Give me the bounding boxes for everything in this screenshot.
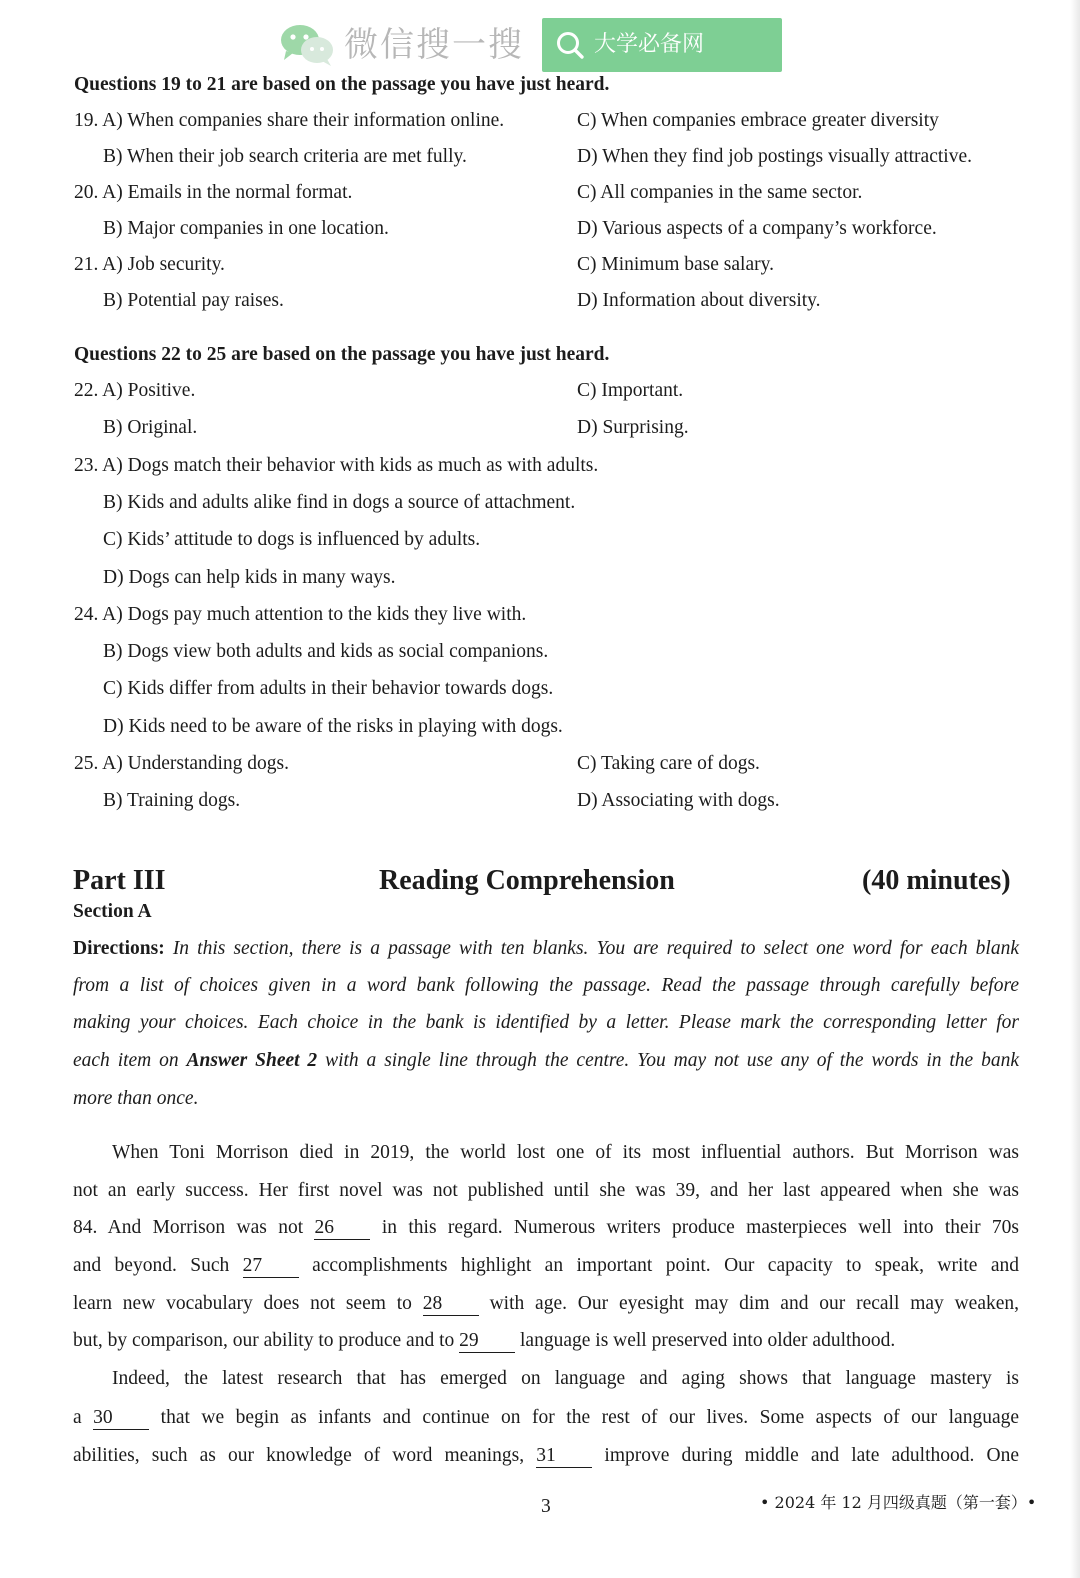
q21-option-b: B) Potential pay raises. [103, 290, 284, 311]
directions-label: Directions: [73, 938, 165, 959]
blank-31[interactable]: 31 [536, 1445, 592, 1468]
blank-26[interactable]: 26 [314, 1217, 370, 1240]
directions-line-2: from a list of choices given in a word bank following the passage. Read the passage through carefully before [73, 975, 1019, 996]
q20-option-d: D) Various aspects of a company’s workforce. [577, 218, 937, 239]
questions-19-21-heading: Questions 19 to 21 are based on the passage you have just heard. [74, 74, 610, 95]
q22-option-b: B) Original. [103, 417, 198, 438]
q24-option-a: 24. A) Dogs pay much attention to the kids they live with. [74, 604, 527, 625]
exam-footer: • 2024 年 12 月四级真题（第一套）• [760, 1493, 1037, 1512]
directions-line-4 [73, 1048, 1019, 1074]
q19-option-a: 19. A) When companies share their information online. [74, 110, 505, 131]
watermark [278, 18, 782, 72]
search-icon [554, 29, 586, 61]
passage-text: in this regard. Numerous writers produce masterpieces well into their 70s [381, 1217, 1020, 1238]
passage-text: learn new vocabulary does not seem to [73, 1293, 412, 1314]
passage-text: language is well preserved into older adulthood. [520, 1330, 896, 1351]
passage-line-5 [73, 1291, 1019, 1317]
q23-option-c: C) Kids’ attitude to dogs is influenced by adults. [103, 529, 481, 550]
passage-line-4 [73, 1253, 1019, 1279]
q22-option-a: 22. A) Positive. [74, 380, 196, 401]
q23-option-d: D) Dogs can help kids in many ways. [103, 567, 396, 588]
q20-option-b: B) Major companies in one location. [103, 218, 389, 239]
passage-line-3 [73, 1215, 1019, 1241]
answer-sheet-ref: Answer Sheet 2 [186, 1050, 318, 1071]
passage-text: with age. Our eyesight may dim and our recall may weaken, [489, 1293, 1020, 1314]
passage-line-6 [73, 1328, 1019, 1354]
passage-text: accomplishments highlight an important point. Our capacity to speak, write and [312, 1255, 1020, 1276]
page-number: 3 [541, 1496, 551, 1517]
q19-option-d: D) When they find job postings visually attractive. [577, 146, 972, 167]
passage-text: and beyond. Such [73, 1255, 230, 1276]
directions-line-1 [73, 936, 1019, 962]
directions-line-3: making your choices. Each choice in the bank is identified by a letter. Please mark the corresponding letter for [73, 1012, 1019, 1033]
blank-29[interactable]: 29 [459, 1330, 515, 1353]
passage-line-7: Indeed, the latest research that has emerged on language and aging shows that language mastery is [112, 1368, 1019, 1389]
passage-text: 84. And Morrison was not [73, 1217, 304, 1238]
passage-text: that we begin as infants and continue on for the rest of our lives. Some aspects of our language [160, 1407, 1020, 1428]
q25-option-a: 25. A) Understanding dogs. [74, 753, 290, 774]
q24-option-d: D) Kids need to be aware of the risks in playing with dogs. [103, 716, 563, 737]
passage-line-1: When Toni Morrison died in 2019, the world lost one of its most influential authors. But Morrison was [112, 1142, 1019, 1163]
q21-option-d: D) Information about diversity. [577, 290, 821, 311]
passage-text: a [73, 1407, 82, 1428]
passage-line-9 [73, 1443, 1019, 1469]
passage-line-2: not an early success. Her first novel was not published until she was 39, and her last appeared when she was [73, 1180, 1019, 1201]
blank-28[interactable]: 28 [423, 1293, 479, 1316]
watermark-badge-text: 大学必备网 [594, 32, 705, 57]
questions-22-25-heading: Questions 22 to 25 are based on the passage you have just heard. [74, 344, 610, 365]
directions-line-5: more than once. [73, 1088, 199, 1109]
q20-option-c: C) All companies in the same sector. [577, 182, 863, 203]
part-time: (40 minutes) [862, 865, 1011, 896]
wechat-icon [278, 22, 336, 68]
q25-option-c: C) Taking care of dogs. [577, 753, 760, 774]
passage-text: abilities, such as our knowledge of word meanings, [73, 1445, 525, 1466]
scan-edge-shadow [1070, 0, 1080, 1578]
q22-option-c: C) Important. [577, 380, 684, 401]
directions-text-1: In this section, there is a passage with ten blanks. You are required to select one word for each blank [172, 938, 1019, 959]
q24-option-c: C) Kids differ from adults in their behavior towards dogs. [103, 678, 554, 699]
blank-27[interactable]: 27 [243, 1255, 299, 1278]
q23-option-b: B) Kids and adults alike find in dogs a source of attachment. [103, 492, 576, 513]
blank-30[interactable]: 30 [93, 1407, 149, 1430]
part-title: Reading Comprehension [379, 865, 675, 896]
watermark-text: 微信搜一搜 [344, 25, 524, 65]
watermark-badge [542, 18, 782, 72]
q21-option-a: 21. A) Job security. [74, 254, 225, 275]
q24-option-b: B) Dogs view both adults and kids as social companions. [103, 641, 549, 662]
passage-text: improve during middle and late adulthood. One [604, 1445, 1020, 1466]
q19-option-b: B) When their job search criteria are met fully. [103, 146, 467, 167]
q25-option-b: B) Training dogs. [103, 790, 241, 811]
passage-text: but, by comparison, our ability to produce and to [73, 1330, 455, 1351]
part-label: Part III [73, 865, 166, 896]
q21-option-c: C) Minimum base salary. [577, 254, 774, 275]
q19-option-c: C) When companies embrace greater diversity [577, 110, 939, 131]
passage-line-8 [73, 1405, 1019, 1431]
directions-text-4a: each item on [73, 1050, 179, 1071]
section-label: Section A [73, 901, 152, 922]
directions-text-4b: with a single line through the centre. You may not use any of the words in the bank [325, 1050, 1019, 1071]
q25-option-d: D) Associating with dogs. [577, 790, 780, 811]
q22-option-d: D) Surprising. [577, 417, 689, 438]
q23-option-a: 23. A) Dogs match their behavior with kids as much as with adults. [74, 455, 599, 476]
q20-option-a: 20. A) Emails in the normal format. [74, 182, 353, 203]
